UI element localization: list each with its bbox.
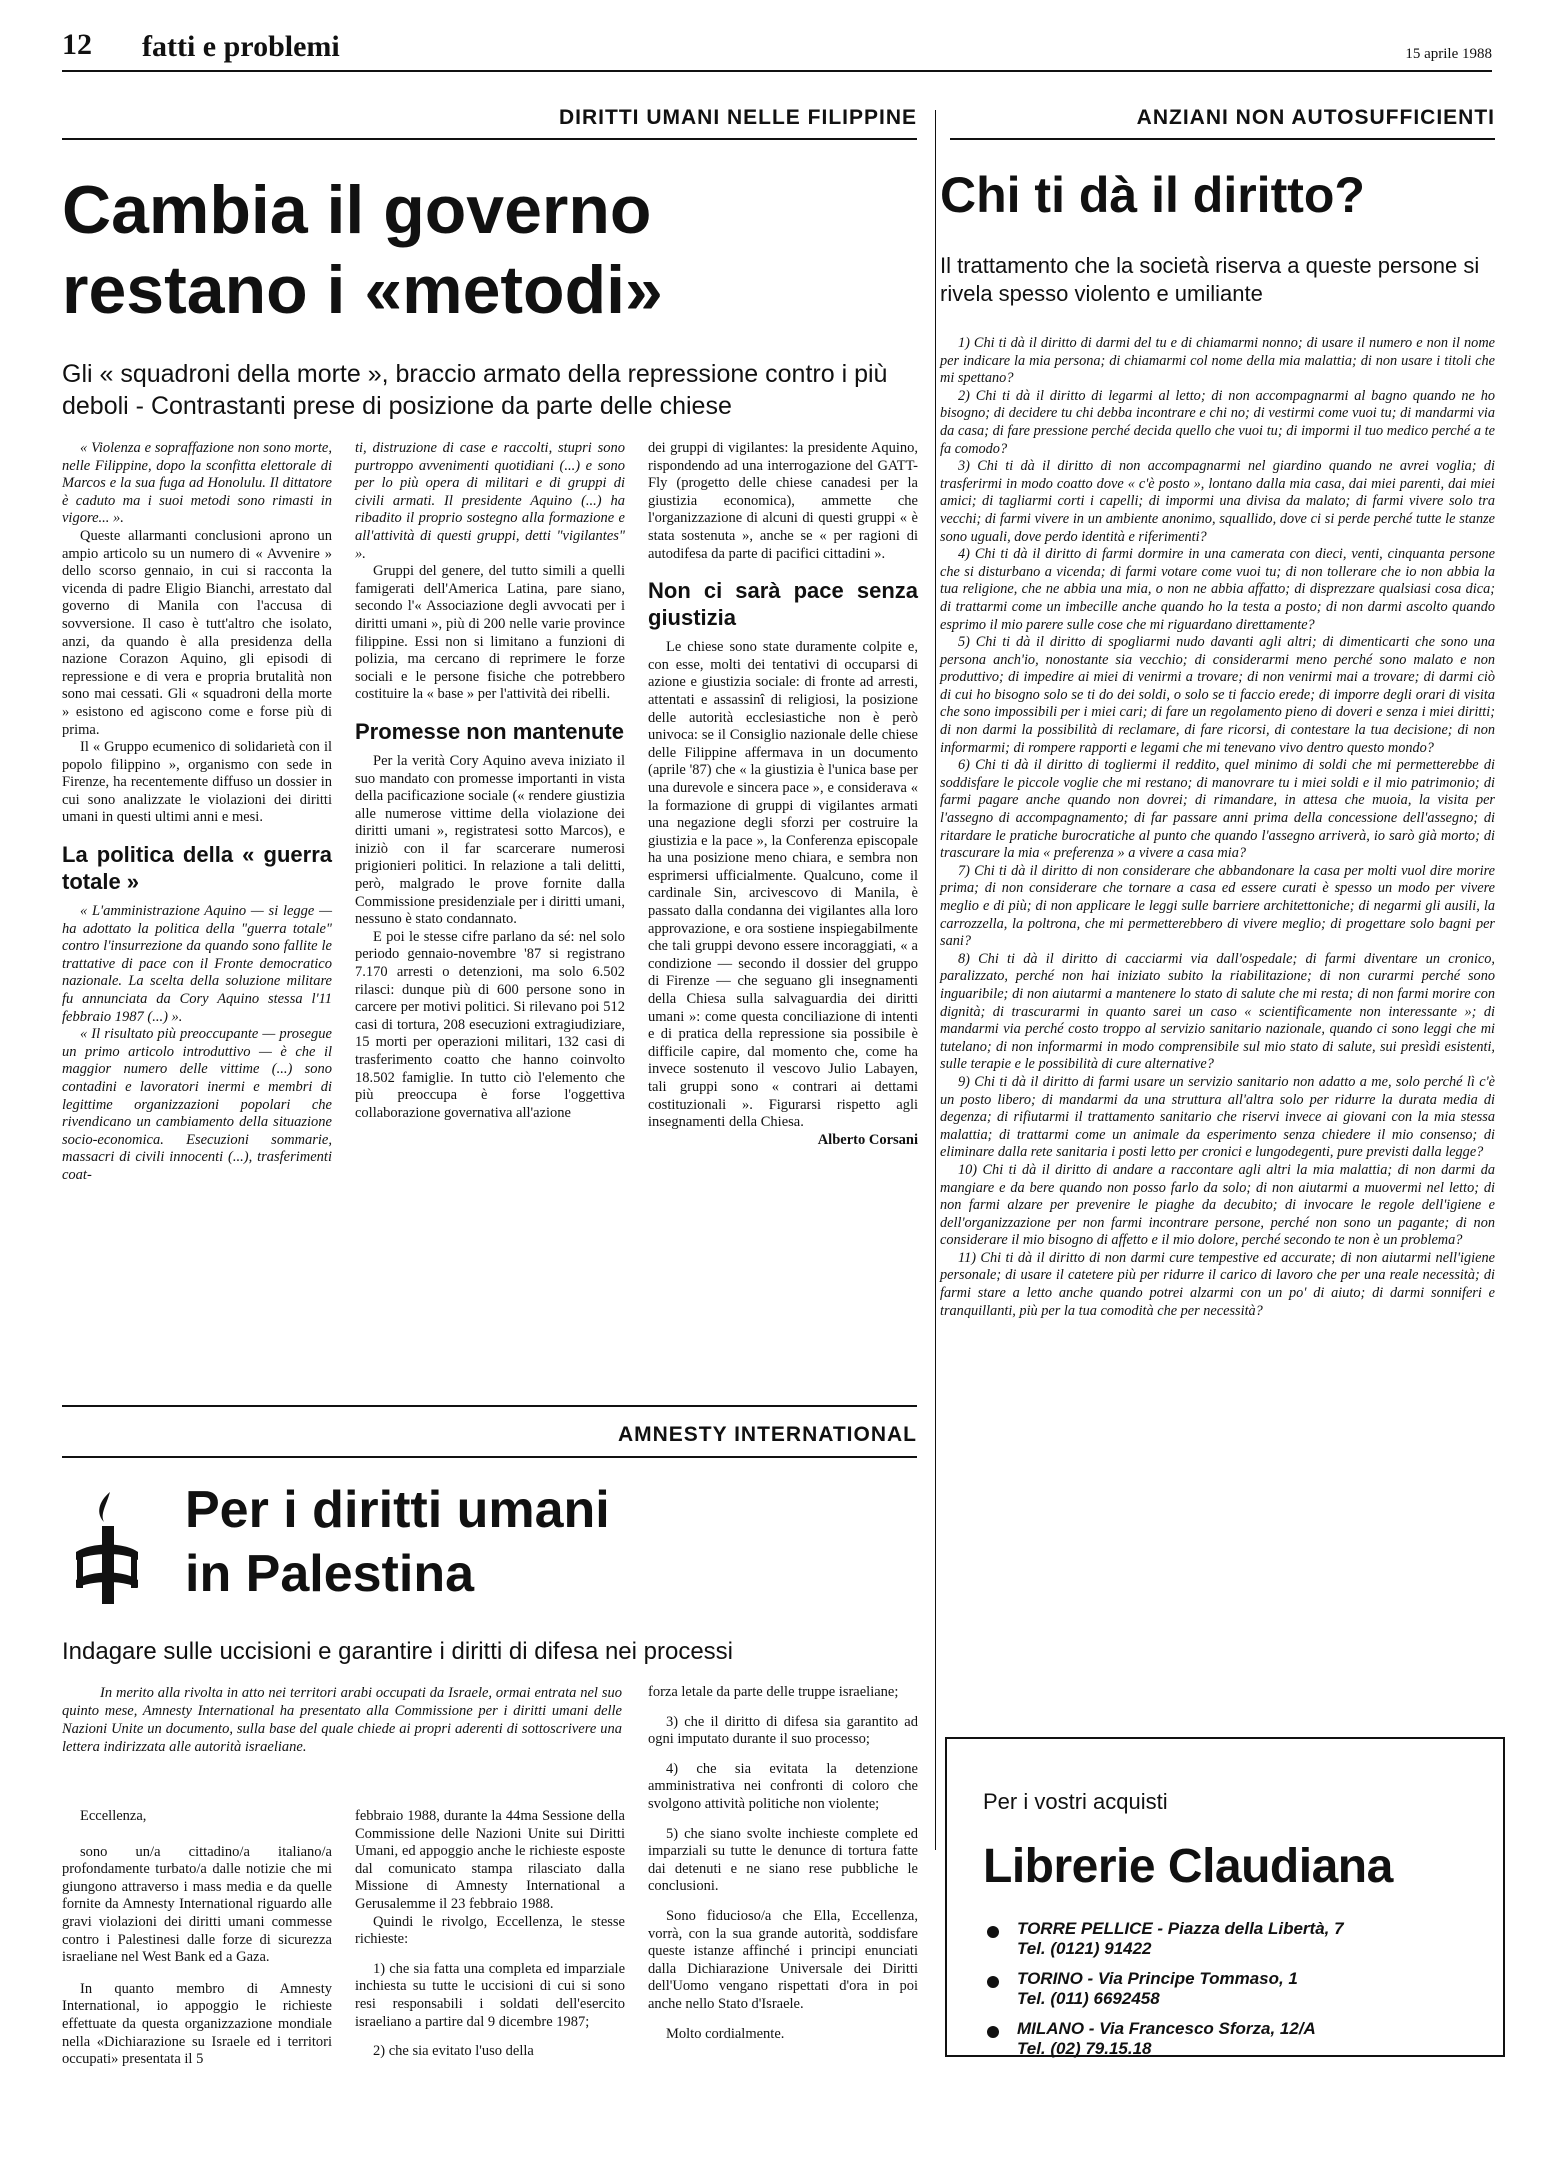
art1-subhead-1: La politica della « guerra totale » bbox=[62, 842, 332, 895]
ad-store bbox=[981, 2019, 1481, 2059]
art3-deck: Il trattamento che la società riserva a queste persone si rivela spesso violento e umiliante bbox=[940, 253, 1480, 306]
art3-item: 9) Chi ti dà il diritto di farmi usare un servizio sanitario non adatto a me, solo perché lì c'è un posto libero; di mandarmi da una struttura all'altra solo per ridurre la durata media di degenza; di rifiutarmi il trattamento sanitario che riservi invece ai giovani con la mia stessa malattia; di trattarmi come un animale da esperimento senza chiedere il mio consenso; di eliminare dalla rete sanitaria i posti letto per cronici e lungodegenti, pure previsti dalla legge? bbox=[940, 1073, 1495, 1161]
claudiana-ad bbox=[945, 1737, 1505, 2057]
art2-salutation: Eccellenza, bbox=[80, 1808, 147, 1824]
art2-col2-p3: 1) che sia fatta una completa ed imparziale inchiesta su tutte le uccisioni di cui si sono resi responsabili i soldati dell'esercito israeliano a partire dal 9 dicembre 1987; bbox=[355, 1960, 625, 2030]
art2-col3-p1: forza letale da parte delle truppe israeliane; bbox=[648, 1684, 899, 1700]
ad-store-tel: Tel. (0121) 91422 bbox=[1017, 1939, 1152, 1958]
art1-title bbox=[62, 170, 922, 330]
art1-column-2 bbox=[355, 440, 625, 1122]
art3-kicker: ANZIANI NON AUTOSUFFICIENTI bbox=[1136, 106, 1495, 129]
art1-col2-p2: Gruppi del genere, del tutto simili a quelli famigerati dell'America Latina, pare siano, secondo l'« Associazione degli avvocati per i diritti umani », più di 200 nelle varie province filippine. Essi non si limitano a funzioni di polizia, ma cercano di reprimere le forze sociali e le persone fisiche che potrebbero costituire la « base » per l'attività dei ribelli. bbox=[355, 563, 625, 703]
art2-intro: In merito alla rivolta in atto nei territori arabi occupati da Israele, ormai entrata nel suo quinto mese, Amnesty International ha presentato alla Commissione per i diritti umani delle Nazioni Unite un documento, sulla base del quale chiede ai propri aderenti di sottoscrivere una lettera indirizzata alle autorità israeliane. bbox=[62, 1685, 622, 1755]
art2-col2-p1: febbraio 1988, durante la 44ma Sessione della Commissione delle Nazioni Unite sui Diritti Umani, ed appoggio anche le richieste esposte dal comunicato stampa rilasciato dalla Missione di Amnesty International a Gerusalemme il 23 febbraio 1988. bbox=[355, 1808, 625, 1912]
ad-store-address: TORINO - Via Principe Tommaso, 1 bbox=[1017, 1969, 1298, 1988]
art1-column-3 bbox=[648, 440, 918, 1149]
art2-deck: Indagare sulle uccisioni e garantire i diritti di difesa nei processi bbox=[62, 1638, 734, 1665]
header-rule bbox=[62, 70, 1492, 72]
bullet-icon bbox=[987, 2026, 999, 2038]
art1-kicker: DIRITTI UMANI NELLE FILIPPINE bbox=[559, 106, 917, 129]
art1-author: Alberto Corsani bbox=[817, 1131, 918, 1148]
art2-title-line1: Per i diritti umani bbox=[185, 1481, 610, 1539]
ad-store-tel: Tel. (011) 6692458 bbox=[1017, 1989, 1160, 2008]
art3-item: 3) Chi ti dà il diritto di non accompagnarmi nel giardino quando ne avrei voglia; di trasferirmi in modo coatto dove « c'è posto », lontano dalla mia casa, dai miei parenti, dai miei amici; di tagliarmi corti i capelli; di impormi una divisa da malato; di farmi vivere solo tra vecchi; di farmi vivere in un ambiente anonimo, squallido, dove ci si perde perché tutte le stanze sono uguali, dove perdo identità e riferimenti? bbox=[940, 458, 1495, 545]
art2-col3-p5: Sono fiducioso/a che Ella, Eccellenza, vorrà, con la sua grande autorità, soddisfare queste istanze affinché i principi enunciati dalla Dichiarazione Universale dei Diritti dell'Uomo vengano rispettati d'ora in poi anche nello Stato d'Israele. bbox=[648, 1907, 918, 2012]
art2-col3-p3: 4) che sia evitata la detenzione amministrativa nei confronti di coloro che svolgono attività politiche non violente; bbox=[648, 1760, 918, 1812]
art1-col3-p1: dei gruppi di vigilantes: la presidente Aquino, rispondendo ad una interrogazione del GATT-Fly (progetto delle chiese canadesi per la giustizia economica), ammette che l'organizzazione di alcuni di questi gruppi « è stata sostenuta », anche se « per ragioni di autodifesa da parte di pacifici cittadini ». bbox=[648, 440, 918, 562]
art1-column-1 bbox=[62, 440, 332, 1185]
ad-store-address: TORRE PELLICE - Piazza della Libertà, 7 bbox=[1017, 1919, 1344, 1938]
art1-title-line2: restano i «metodi» bbox=[62, 252, 663, 328]
art2-kicker-rule bbox=[62, 1456, 917, 1458]
art1-col1-p3: Il « Gruppo ecumenico di solidarietà con il popolo filippino », organismo con sede in Firenze, ha recentemente diffuso un dossier in cui sono analizzate le violazioni dei diritti umani in questi ultimi anni e mesi. bbox=[62, 739, 332, 826]
art1-col2-p4: E poi le stesse cifre parlano da sé: nel solo periodo gennaio-novembre '87 si registrano 7.170 arresti o detenzioni, ma solo 6.502 rilasci: dunque più di 600 persone sono in carcere per motivi politici. Si rilevano poi 512 casi di tortura, 208 esecuzioni extragiudiziare, 15 morti per operazioni militari, 132 casi di trasferimento coatto che hanno coinvolto 18.502 famiglie. In tutto ciò l'elemento che più preoccupa è forse l'oggettiva collaborazione governativa all'azione bbox=[355, 928, 625, 1121]
ad-store bbox=[981, 1969, 1481, 2009]
art1-col2-p3: Per la verità Cory Aquino aveva iniziato il suo mandato con promesse importanti in vista della pacificazione sociale (« rendere giustizia alle numerose vittime della violazione dei diritti umani », registratesi sotto Marcos), e iniziò con il far scarcerare numerosi prigionieri politici. In relazione a tali delitti, però, malgrado le prove fornite dalla Commissione presidenziale per i diritti umani, nessuno è stato condannato. bbox=[355, 752, 625, 928]
art2-title-line2: in Palestina bbox=[185, 1545, 474, 1603]
art3-item: 11) Chi ti dà il diritto di non darmi cure tempestive ed accurate; di non aiutarmi nell'igiene personale; di usare il catetere più per ridurre il carico di lavoro che per una reale necessità; di farmi stare a letto anche quando potrei alzarmi con un po' di aiuto; di darmi sonniferi e tranquillanti, più per la tua comodità che per necessità? bbox=[940, 1249, 1495, 1319]
art3-item: 6) Chi ti dà il diritto di togliermi il reddito, quel minimo di soldi che mi permetterebbe di soddisfare le piccole voglie che mi restano; di manovrare tu i miei soldi e il mio patrimonio; di farmi pagare anche quando non dovrei; di rimandare, in attesa che muoia, la visita per l'assegno di accompagnamento; di far passare anni prima della concessione dell'assegno; di ritardare le pratiche burocratiche al punto che quando l'assegno arriverà, io sarò già morto; di trascurare la mia « preferenza » a vivere a casa mia? bbox=[940, 757, 1495, 862]
art3-title: Chi ti dà il diritto? bbox=[940, 167, 1365, 223]
art3-item: 5) Chi ti dà il diritto di spogliarmi nudo davanti agli altri; di dimenticarti che sono una persona anch'io, nonostante sia vecchio; di considerarmi meno perché sono malato e non produttivo; di impedire ai miei di venirmi a trovare; di non venirmi mai a trovare; di darmi ciò di cui ho bisogno solo se ti do dei soldi, o solo se ti faccio erede; di imporre degli orari di visita che sono impossibili per i miei cari; di fare un regolamento pieno di doveri e senza i miei diritti; di non darmi la possibilità di reclamare, di fare ricorsi, di contestare la tua decisione; di non informarmi; di rompere rapporti e legami che mi tenevano vivo dentro questo mondo? bbox=[940, 634, 1495, 756]
art1-col1-p5: « Il risultato più preoccupante — prosegue un primo articolo introduttivo — è che il maggior numero delle vittime (...) sono contadini e lavoratori inermi e membri di legittime organizzazioni popolari che rivendicano un cambiamento della situazione socio-economica. Esecuzioni sommarie, massacri di civili innocenti (...), trasferimenti coat- bbox=[62, 1026, 332, 1183]
art1-col1-p4: « L'amministrazione Aquino — si legge — ha adottato la politica della "guerra totale" contro l'insurrezione da quando sono fallite le trattative di pace con il Fronte democratico nazionale. La scelta della soluzione militare fu annunciata da Cory Aquino stessa l'11 febbraio 1987 (...) ». bbox=[62, 903, 332, 1025]
art1-subhead-2: Promesse non mantenute bbox=[355, 718, 624, 744]
art1-subhead-3: Non ci sarà pace senza giustizia bbox=[648, 578, 918, 631]
art1-col2-p1: ti, distruzione di case e raccolti, stupri sono purtroppo avvenimenti quotidiani (...) e sono per lo più opera di militari e di gruppi di civili armati. Il presidente Aquino (...) ha ribadito il proprio sostegno alla formazione e all'attività di questi gruppi, detti "vigilantes" ». bbox=[355, 440, 625, 562]
art3-item: 1) Chi ti dà il diritto di darmi del tu e di chiamarmi nonno; di usare il numero e non il nome per indicare la mia persona; di chiamarmi col nome della mia malattia; di non usare i titoli che mi spettano? bbox=[940, 335, 1495, 387]
art1-deck: Gli « squadroni della morte », braccio armato della repressione contro i più deboli - Contrastanti prese di posizione da parte delle chiese bbox=[62, 360, 888, 420]
ad-store-tel: Tel. (02) 79.15.18 bbox=[1017, 2039, 1152, 2058]
page-number: 12 bbox=[62, 28, 92, 61]
bullet-icon bbox=[987, 1976, 999, 1988]
ad-tagline: Per i vostri acquisti bbox=[983, 1789, 1168, 1814]
art2-col3-p6: Molto cordialmente. bbox=[666, 2025, 785, 2042]
ad-brand: Librerie Claudiana bbox=[983, 1840, 1393, 1893]
art2-kicker: AMNESTY INTERNATIONAL bbox=[617, 1423, 917, 1446]
ad-store-list bbox=[981, 1919, 1481, 2069]
art3-item: 4) Chi ti dà il diritto di farmi dormire in una camerata con dieci, venti, cinquanta persone che si disturbano a vicenda; di farmi votare come vuoi tu; di non tollerare che io non abbia la tua religione, che ne abbia una mia, o non ne abbia affatto; di disprezzare qualsiasi cosa dica; di trattarmi come un imbecille anche quando ho la testa a posto; di non darmi ascolto quando esprimo il mio parere sulle cose che mi riguardano direttamente? bbox=[940, 546, 1495, 633]
art2-col2-p4: 2) che sia evitato l'uso della bbox=[373, 2043, 534, 2060]
art3-item: 10) Chi ti dà il diritto di andare a raccontare agli altri la mia malattia; di non darmi da mangiare e da bere quando non posso farlo da solo; di non aiutarmi a muovermi nel letto; di non farmi alzare per prevenire le piaghe da decubito; di invocare le regole dell'igiene e dell'organizzazione per non farmi incontrare persone, perché non sono un pagante; di non considerare il mio bisogno di affetto e il mio dolore, perché secondo te non è un problema? bbox=[940, 1161, 1495, 1249]
art3-kicker-rule bbox=[950, 138, 1495, 140]
issue-date: 15 aprile 1988 bbox=[1405, 46, 1492, 62]
art3-item: 7) Chi ti dà il diritto di non considerare che abbandonare la casa per molti vuol dire morire prima; di non considerare che tornare a casa ed essere curati è spesso un modo per vivere meglio e di più; di non applicare le leggi sulle barriere architettoniche; di negarmi gli ausili, la carrozzella, la poltrona, che mi permetterebbero di vivere meglio; di progettare solo bagni per sani? bbox=[940, 862, 1495, 950]
art2-col1-p2: In quanto membro di Amnesty International, io appoggio le richieste effettuate da questa organizzazione mondiale nella «Dichiarazione su Israele ed i territori occupati» presentata il 5 bbox=[62, 1980, 332, 2068]
art1-title-line1: Cambia il governo bbox=[62, 172, 652, 248]
art2-top-rule bbox=[62, 1405, 917, 1407]
bullet-icon bbox=[987, 1926, 999, 1938]
section-title: fatti e problemi bbox=[142, 30, 340, 63]
ad-store-address: MILANO - Via Francesco Sforza, 12/A bbox=[1017, 2019, 1316, 2038]
art1-col1-p1: « Violenza e sopraffazione non sono morte, nelle Filippine, dopo la sconfitta elettorale di Marcos e la sua fuga ad Honolulu. Il dittatore è caduto ma i suoi metodi sono rimasti in vigore... ». bbox=[62, 440, 332, 527]
amnesty-candle-logo bbox=[72, 1488, 142, 1608]
vertical-divider bbox=[935, 110, 936, 1850]
art3-item: 2) Chi ti dà il diritto di legarmi al letto; di non accompagnarmi al bagno quando ne ho bisogno; di decidere tu chi debba incontrare e chi no; di vestirmi come vuoi tu; di mandarmi via da casa; di fare pressione perché decida quello che vuoi tu; di impormi il tuo medico perché a te fa comodo? bbox=[940, 387, 1495, 457]
art2-title bbox=[185, 1478, 925, 1606]
art1-col3-p2: Le chiese sono state duramente colpite e, con esse, molti dei tentativi di occuparsi di azione e giustizia sociale: di fronte ad arresti, attentati e assassinî di religiosi, la posizione delle autorità ecclesiastiche non è però univoca: se il Consiglio nazionale delle chiese delle Filippine affermava in un documento (aprile '87) che « la giustizia è l'unica base per una durevole e sincera pace », e considerava « la formazione di gruppi di vigilantes armati una negazione degli sforzi per costruire la giustizia e la pace », la Conferenza episcopale ha una posizione meno chiara, e sembra non esprimersi ufficialmente. Qualcuno, come il cardinale Sin, arcivescovo di Manila, è passato dalla condanna dei vigilantes alla loro approvazione, e ora sostiene inspiegabilmente che tali gruppi devono essere incoraggiati, « a condizione — secondo il dossier del gruppo di Firenze — che seguano gli insegnamenti della Chiesa sulla salvaguardia dei diritti umani »: come questa conciliazione di intenti e di pratica della repressione sia possibile è difficile capire, dal momento che, come ha invece sostenuto il vescovo Julio Labayen, tali gruppi sono « contrari ai dettami costituzionali ». Figurarsi rispetto agli insegnamenti della Chiesa. bbox=[648, 639, 918, 1131]
art1-kicker-rule bbox=[62, 138, 917, 140]
art1-col1-p2: Queste allarmanti conclusioni aprono un ampio articolo su un numero di « Avvenire » dello scorso gennaio, in cui si racconta la vicenda di padre Eligio Bianchi, arrestato dal governo di Manila con l'accusa di sovversione. Il caso è tutt'altro che isolato, anzi, da quando è alla presidenza della nazione Corazon Aquino, gli episodi di repressione e di vera e propria brutalità non sono mai cessati. Gli « squadroni della morte » esistono ed agiscono come e forse più di prima. bbox=[62, 527, 332, 738]
art3-item: 8) Chi ti dà il diritto di cacciarmi via dall'ospedale; di farmi diventare un cronico, paralizzato, perché non hai iniziato subito la riabilitazione; di non curarmi perché sono inguaribile; di non aiutarmi a mantenere lo stato di salute che mi resta; di non farmi morire con dignità; di trascurarmi in quanto sarei un caso « scientificamente non interessante »; di mandarmi via perché costo troppo al servizio sanitario nazionale, quando ci sono leggi che mi tutelano; di non informarmi in modo comprensibile sul mio stato di salute, sui presìdi esistenti, sulle terapie e le possibilità di cure alternative? bbox=[940, 950, 1495, 1073]
art2-column-1 bbox=[62, 1808, 332, 2069]
art2-col2-p2: Quindi le rivolgo, Eccellenza, le stesse richieste: bbox=[355, 1913, 625, 1948]
art2-col3-p4: 5) che siano svolte inchieste complete ed imparziali su tutte le denunce di tortura fatte dai detenuti e ne siano rese pubbliche le conclusioni. bbox=[648, 1825, 918, 1895]
art2-column-3 bbox=[648, 1684, 918, 2043]
art2-col1-p1: sono un/a cittadino/a italiano/a profondamente turbato/a dalle notizie che mi giungono attraverso i mass media e da quelle fornite da Amnesty International riguardo alle gravi violazioni dei diritti umani commesse contro i Palestinesi dalle forze di sicurezza israeliane nel West Bank ed a Gaza. bbox=[62, 1843, 332, 1966]
page-header bbox=[62, 28, 1492, 68]
art2-col3-p2: 3) che il diritto di difesa sia garantito ad ogni imputato durante il suo processo; bbox=[648, 1713, 918, 1748]
art3-body bbox=[940, 335, 1495, 1320]
art2-column-2 bbox=[355, 1808, 625, 2061]
ad-store bbox=[981, 1919, 1481, 1959]
